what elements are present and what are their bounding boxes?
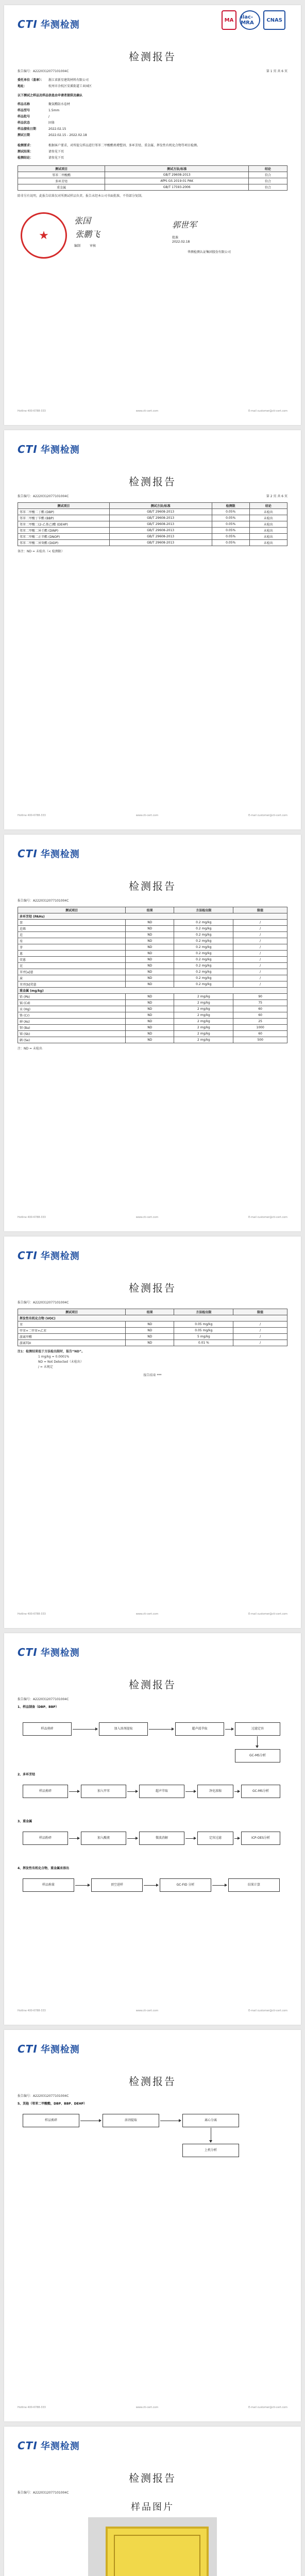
page-footer: Hotline 400-6788-333 www.cti-cert.com E-mail customer@cti-cert.com [18,1613,287,1616]
report-page-4 [4,1236,301,1628]
table-row: 砷 (As) ND 2 mg/kg 25 [18,1019,287,1025]
page-header [4,430,301,460]
table-row: 苊烯 ND 0.2 mg/kg / [18,926,287,932]
report-number: A2220312077101004C [33,2491,69,2495]
flow-step: 过滤定容 [235,1722,280,1736]
phthalate-table: 测试项目 测试方法/标准 检测限 结论 邻苯二甲酸二丁酯 (DBP) GB/T 29608-2013 0.05% 未检出 邻苯二甲酸丁苄酯 (BBP) GB/T 29608-2013 0.05% 未检出 邻苯二甲酸二(2-乙基己)酯 (DEHP) GB/T 29608-2013 0.05% 未检出 邻苯二甲酸二异壬酯 (DINP) GB/T 29608-2013 0.05% 未检出 邻苯二甲酸二正辛酯 (DNOP) GB/T 29608-2013 0.05% 未检出 邻苯二甲酸二异癸酯 (DIDP) GB/T 29608-2013 0.05% 未检出 [18,502,287,546]
page-header [4,2427,301,2456]
flow-step: 离心分离 [182,2114,239,2127]
sample-info: 样品名称 聚氨酯防水卷材 样品型号 1.5mm 样品批号 / 样品状态 固体 样品接收日期 2022.02.15 测试日期 2022.02.15 - 2022.02.18 [18,103,87,137]
table-row: 苯并[a]蒽 ND 0.2 mg/kg / [18,969,287,975]
table-row: 蒽 ND 0.2 mg/kg / [18,951,287,957]
table-row: 钡 (Ba) ND 2 mg/kg 1000 [18,1025,287,1031]
table-row: 游离甲醛 ND 5 mg/kg / [18,1334,287,1340]
cti-logo: CTI 华测检测 [18,18,80,30]
page-footer: Hotline 400-6788-333 www.cti-cert.com E-mail customer@cti-cert.com [18,814,287,817]
report-number: A2220312077101004C [33,899,69,903]
flow-step: 超声萃取 [139,1785,184,1798]
report-page-1 [4,5,301,425]
voc-table: 测试项目 结果 方法检出限 限值 挥发性有机化合物 (VOC) 苯 ND 0.05 mg/kg / 甲苯+二甲苯+乙苯 ND 0.05 mg/kg / 游离甲醛 ND 5 mg/kg / 游离TDI ND 0.01 % / [18,1309,287,1346]
table-row: 甲苯+二甲苯+乙苯 ND 0.05 mg/kg / [18,1328,287,1334]
report-meta: 报告编号：A2220312077101004C 第 2 页 共 6 页 [18,495,287,498]
cti-logo: CTI 华测检测 [18,1646,80,1658]
table-row: 硒 (Se) ND 2 mg/kg 500 [18,1037,287,1043]
flow-step: 样品剪碎 [23,1785,68,1798]
flow-step: 样品剪碎 [23,1722,72,1736]
cti-logo: CTI 华测检测 [18,443,80,455]
flow-step: 样品剪碎 [23,2114,79,2127]
compiler-signature: 张国 [74,216,91,226]
table-row: 萘 ND 0.2 mg/kg / [18,920,287,926]
sample-membrane-image [106,2527,209,2576]
report-meta: 报告编号：A2220312077101004C [18,1698,69,1701]
report-number: A2220312077101004C [33,1301,69,1304]
page-title: 检测报告 [129,50,176,63]
page-header [4,835,301,865]
flow-step: 样品称量 [23,1878,74,1892]
flowchart-3 [18,1826,287,1862]
flowchart-5 [18,2109,287,2165]
table-row: 邻苯二甲酸二(2-乙基己)酯 (DEHP) GB/T 29608-2013 0.05% 未检出 [18,521,287,528]
table-row: 邻苯二甲酸二异壬酯 (DINP) GB/T 29608-2013 0.05% 未检出 [18,528,287,534]
client-name: 浙江省新星建筑材料有限公司 [48,78,89,82]
flow-step: 上机分析 [182,2144,239,2157]
report-number: A2220312077101004C [33,495,69,498]
comment-block: 注1：检测结果低于方法检出限时，报告“ND”。 1 mg/kg = 0.0001% ND = Not Detected（未检出） / = 未规定 [18,1350,85,1369]
page-title: 检测报告 [129,2075,176,2088]
company-stamp: ★ [21,212,67,259]
sample-section-title: 以下测试之样品及样品信息由申请者提供及确认 [18,94,83,97]
cti-logo: CTI 华测检测 [18,2043,80,2055]
table-row: 邻苯二甲酸二丁酯 (DBP) GB/T 29608-2013 0.05% 未检出 [18,509,287,515]
table-row: 菲 ND 0.2 mg/kg / [18,944,287,951]
table-row: 芴 ND 0.2 mg/kg / [18,938,287,944]
flow-step: 结果计算 [228,1878,280,1892]
report-page-5 [4,1633,301,2025]
table-row: 游离TDI ND 0.01 % / [18,1340,287,1346]
flowchart-4 [18,1873,287,1909]
flow-step: 加入溶剂提取 [99,1722,148,1736]
client-address: 杭州市余杭区安溪街道工业园区 [48,84,92,88]
flow-step: ICP-OES分析 [241,1832,280,1845]
table-row: 苯并[b]荧蒽 ND 0.2 mg/kg / [18,981,287,988]
table-row: 邻苯二甲酸二异癸酯 (DIDP) GB/T 29608-2013 0.05% 未检出 [18,540,287,546]
page-footer: Hotline 400-6788-333 www.cti-cert.com E-mail customer@cti-cert.com [18,410,287,413]
page-number: 第 1 页 共 6 页 [266,70,287,73]
results-table: 测试项目 结果 方法检出限 限值 多环芳烃 (PAHs) 萘 ND 0.2 mg/kg / 苊烯 ND 0.2 mg/kg / 苊 ND 0.2 mg/kg / 芴 ND 0.2 mg/kg / 菲 ND 0.2 mg/kg / 蒽 ND 0.2 mg/kg / 荧蒽 ND 0.2 mg/kg / 芘 ND 0.2 mg/kg / 苯并[a]蒽 ND 0.2 mg/kg / 䓛 ND 0.2 mg/kg / 苯并[b]荧蒽 ND 0.2 mg/kg / 重金属 (mg/kg) 铅 (Pb) ND 2 mg/kg 90 镉 (Cd) ND 2 mg/kg 75 汞 (Hg) ND 2 mg/kg 60 铬 (Cr) ND 2 mg/kg 60 砷 (As) ND 2 mg/kg 25 钡 (Ba) ND 2 mg/kg 1000 锑 (Sb) ND 2 mg/kg 60 硒 (Se) ND 2 mg/kg 500 [18,907,287,1043]
summary-table: 测试项目 测试方法/标准 结论 邻苯二甲酸酯 GB/T 29608-2013 符合 多环芳烃 AfPS GS 2019:01 PAK 符合 重金属 GB/T 17593-2006 符合 [18,165,287,191]
end-marker: 报告结束 *** [143,1374,162,1377]
signature-area: ★ 张国 张鹏飞 编制 审核 郭世军 批准 2022.02.18 华测检测认证集团股份有限公司 [18,209,287,256]
page-title: 检测报告 [129,1679,176,1691]
page-title: 检测报告 [129,880,176,892]
flow-step: 样品粉碎 [23,1832,68,1845]
photo-title: 样品图片 [131,2502,174,2513]
report-note: 除非另有说明，此报告结果仅对所测试样品负责。报告未经本公司书面批准，不得部分复制。 [18,194,145,198]
report-number: A2220312077101004C [33,1698,69,1701]
page-footer: Hotline 400-6788-333 www.cti-cert.com E-mail customer@cti-cert.com [18,2406,287,2409]
flow-step: 加入甲苯 [81,1785,126,1798]
cti-logo: CTI 华测检测 [18,848,80,860]
client-info: 委托单位（盖章）： 浙江省新星建筑材料有限公司 地址： 杭州市余杭区安溪街道工业园区 [18,77,287,90]
page-title: 检测报告 [129,476,176,488]
flow-step: GC-MS分析 [235,1749,280,1762]
group-header-voc: 挥发性有机化合物 (VOC) [18,1315,287,1321]
table-row: 邻苯二甲酸丁苄酯 (BBP) GB/T 29608-2013 0.05% 未检出 [18,515,287,521]
report-number: A2220312077101004C [33,2094,69,2098]
table-row: 苊 ND 0.2 mg/kg / [18,932,287,938]
approver-signature: 郭世军 [172,220,197,230]
table-row: 荧蒽 ND 0.2 mg/kg / [18,957,287,963]
report-meta: 报告编号：A2220312077101004C [18,899,69,903]
table-row: 邻苯二甲酸酯 GB/T 29608-2013 符合 [18,172,287,178]
flowchart-1 [18,1712,287,1769]
table-row: 䓛 ND 0.2 mg/kg / [18,975,287,981]
flow-section-5: 5、其他（邻苯二甲酸酯，DBP、BBP、DEHP） [18,2102,87,2106]
flow-step: 净化浓缩 [197,1785,233,1798]
flow-section-3: 3、重金属 [18,1820,32,1823]
page-header [4,5,301,35]
table-row: 苯 ND 0.05 mg/kg / [18,1321,287,1328]
report-meta: 报告编号：A2220312077101004C 第 1 页 共 6 页 [18,70,287,73]
cnas-logo: CNAS [263,10,285,30]
table-row: 邻苯二甲酸二正辛酯 (DNOP) GB/T 29608-2013 0.05% 未检出 [18,534,287,540]
table-row: 镉 (Cd) ND 2 mg/kg 75 [18,1000,287,1006]
report-page-7 [4,2427,301,2576]
report-page-6 [4,2030,301,2421]
flow-step: 顶空进样 [91,1878,143,1892]
page-header [4,1633,301,1663]
report-page-2 [4,430,301,829]
flow-step: 超声波萃取 [175,1722,224,1736]
group-header-pahs: 多环芳烃 (PAHs) [18,913,287,920]
flow-section-4: 4、挥发性有机化合物，重金属汞溶出 [18,1867,70,1870]
page-footer: Hotline 400-6788-333 www.cti-cert.com E-mail customer@cti-cert.com [18,2009,287,2012]
table-note: 注：ND = 未检出 [18,1047,42,1050]
flow-step: 定容过滤 [197,1832,233,1845]
report-page-3 [4,835,301,1231]
page-footer: Hotline 400-6788-333 www.cti-cert.com E-mail customer@cti-cert.com [18,1216,287,1219]
request-text: 根据客户要求，对所提交样品进行邻苯二甲酸酯类增塑剂、多环芳烃、重金属、挥发性有机化合物等项目检测。 [48,144,200,147]
cti-logo: CTI 华测检测 [18,1249,80,1262]
page-title: 检测报告 [129,2472,176,2484]
table-row: 锑 (Sb) ND 2 mg/kg 60 [18,1031,287,1037]
flow-step: 溶剂提取 [103,2114,159,2127]
report-meta: 报告编号：A2220312077101004C [18,2491,69,2495]
flow-step: 微波消解 [139,1832,184,1845]
table-row: 芘 ND 0.2 mg/kg / [18,963,287,969]
table-row: 重金属 GB/T 17593-2006 符合 [18,184,287,191]
sample-photo [88,2517,217,2576]
ilac-logo: ilac-MRA [240,10,260,30]
flow-step: GC-MS分析 [241,1785,280,1798]
flowchart-2 [18,1780,287,1816]
page-header [4,2030,301,2060]
table-row: 铅 (Pb) ND 2 mg/kg 90 [18,994,287,1000]
report-meta: 报告编号：A2220312077101004C [18,1301,69,1304]
table-row: 铬 (Cr) ND 2 mg/kg 60 [18,1012,287,1019]
group-header-metals: 重金属 (mg/kg) [18,988,287,994]
sign-date: 2022.02.18 [172,240,190,244]
table-row: 汞 (Hg) ND 2 mg/kg 60 [18,1006,287,1012]
report-meta: 报告编号：A2220312077101004C [18,2094,69,2098]
table-row: 多环芳烃 AfPS GS 2019:01 PAK 符合 [18,178,287,184]
flow-section-2: 2、多环芳烃 [18,1773,36,1776]
cert-logos [222,10,285,30]
page-header [4,1236,301,1266]
table-note: 备注：ND = 未检出（< 检测限） [18,550,64,553]
cma-logo: MA [222,10,237,30]
flow-step: GC-FID 分析 [160,1878,211,1892]
request-info: 检测要求： 根据客户要求，对所提交样品进行邻苯二甲酸酯类增塑剂、多环芳烃、重金属、挥发性有机化合物等项目检测。 测试结果： 请参见下页 检测结论： 请参见下页 [18,143,287,161]
page-title: 检测报告 [129,1282,176,1294]
flow-step: 加入酸液 [81,1832,126,1845]
cti-logo: CTI 华测检测 [18,2439,80,2452]
flow-section-1: 1、样品制备（DBP、BBP） [18,1705,59,1709]
report-number: A2220312077101004C [33,70,69,73]
reviewer-signature: 张鹏飞 [75,229,100,239]
